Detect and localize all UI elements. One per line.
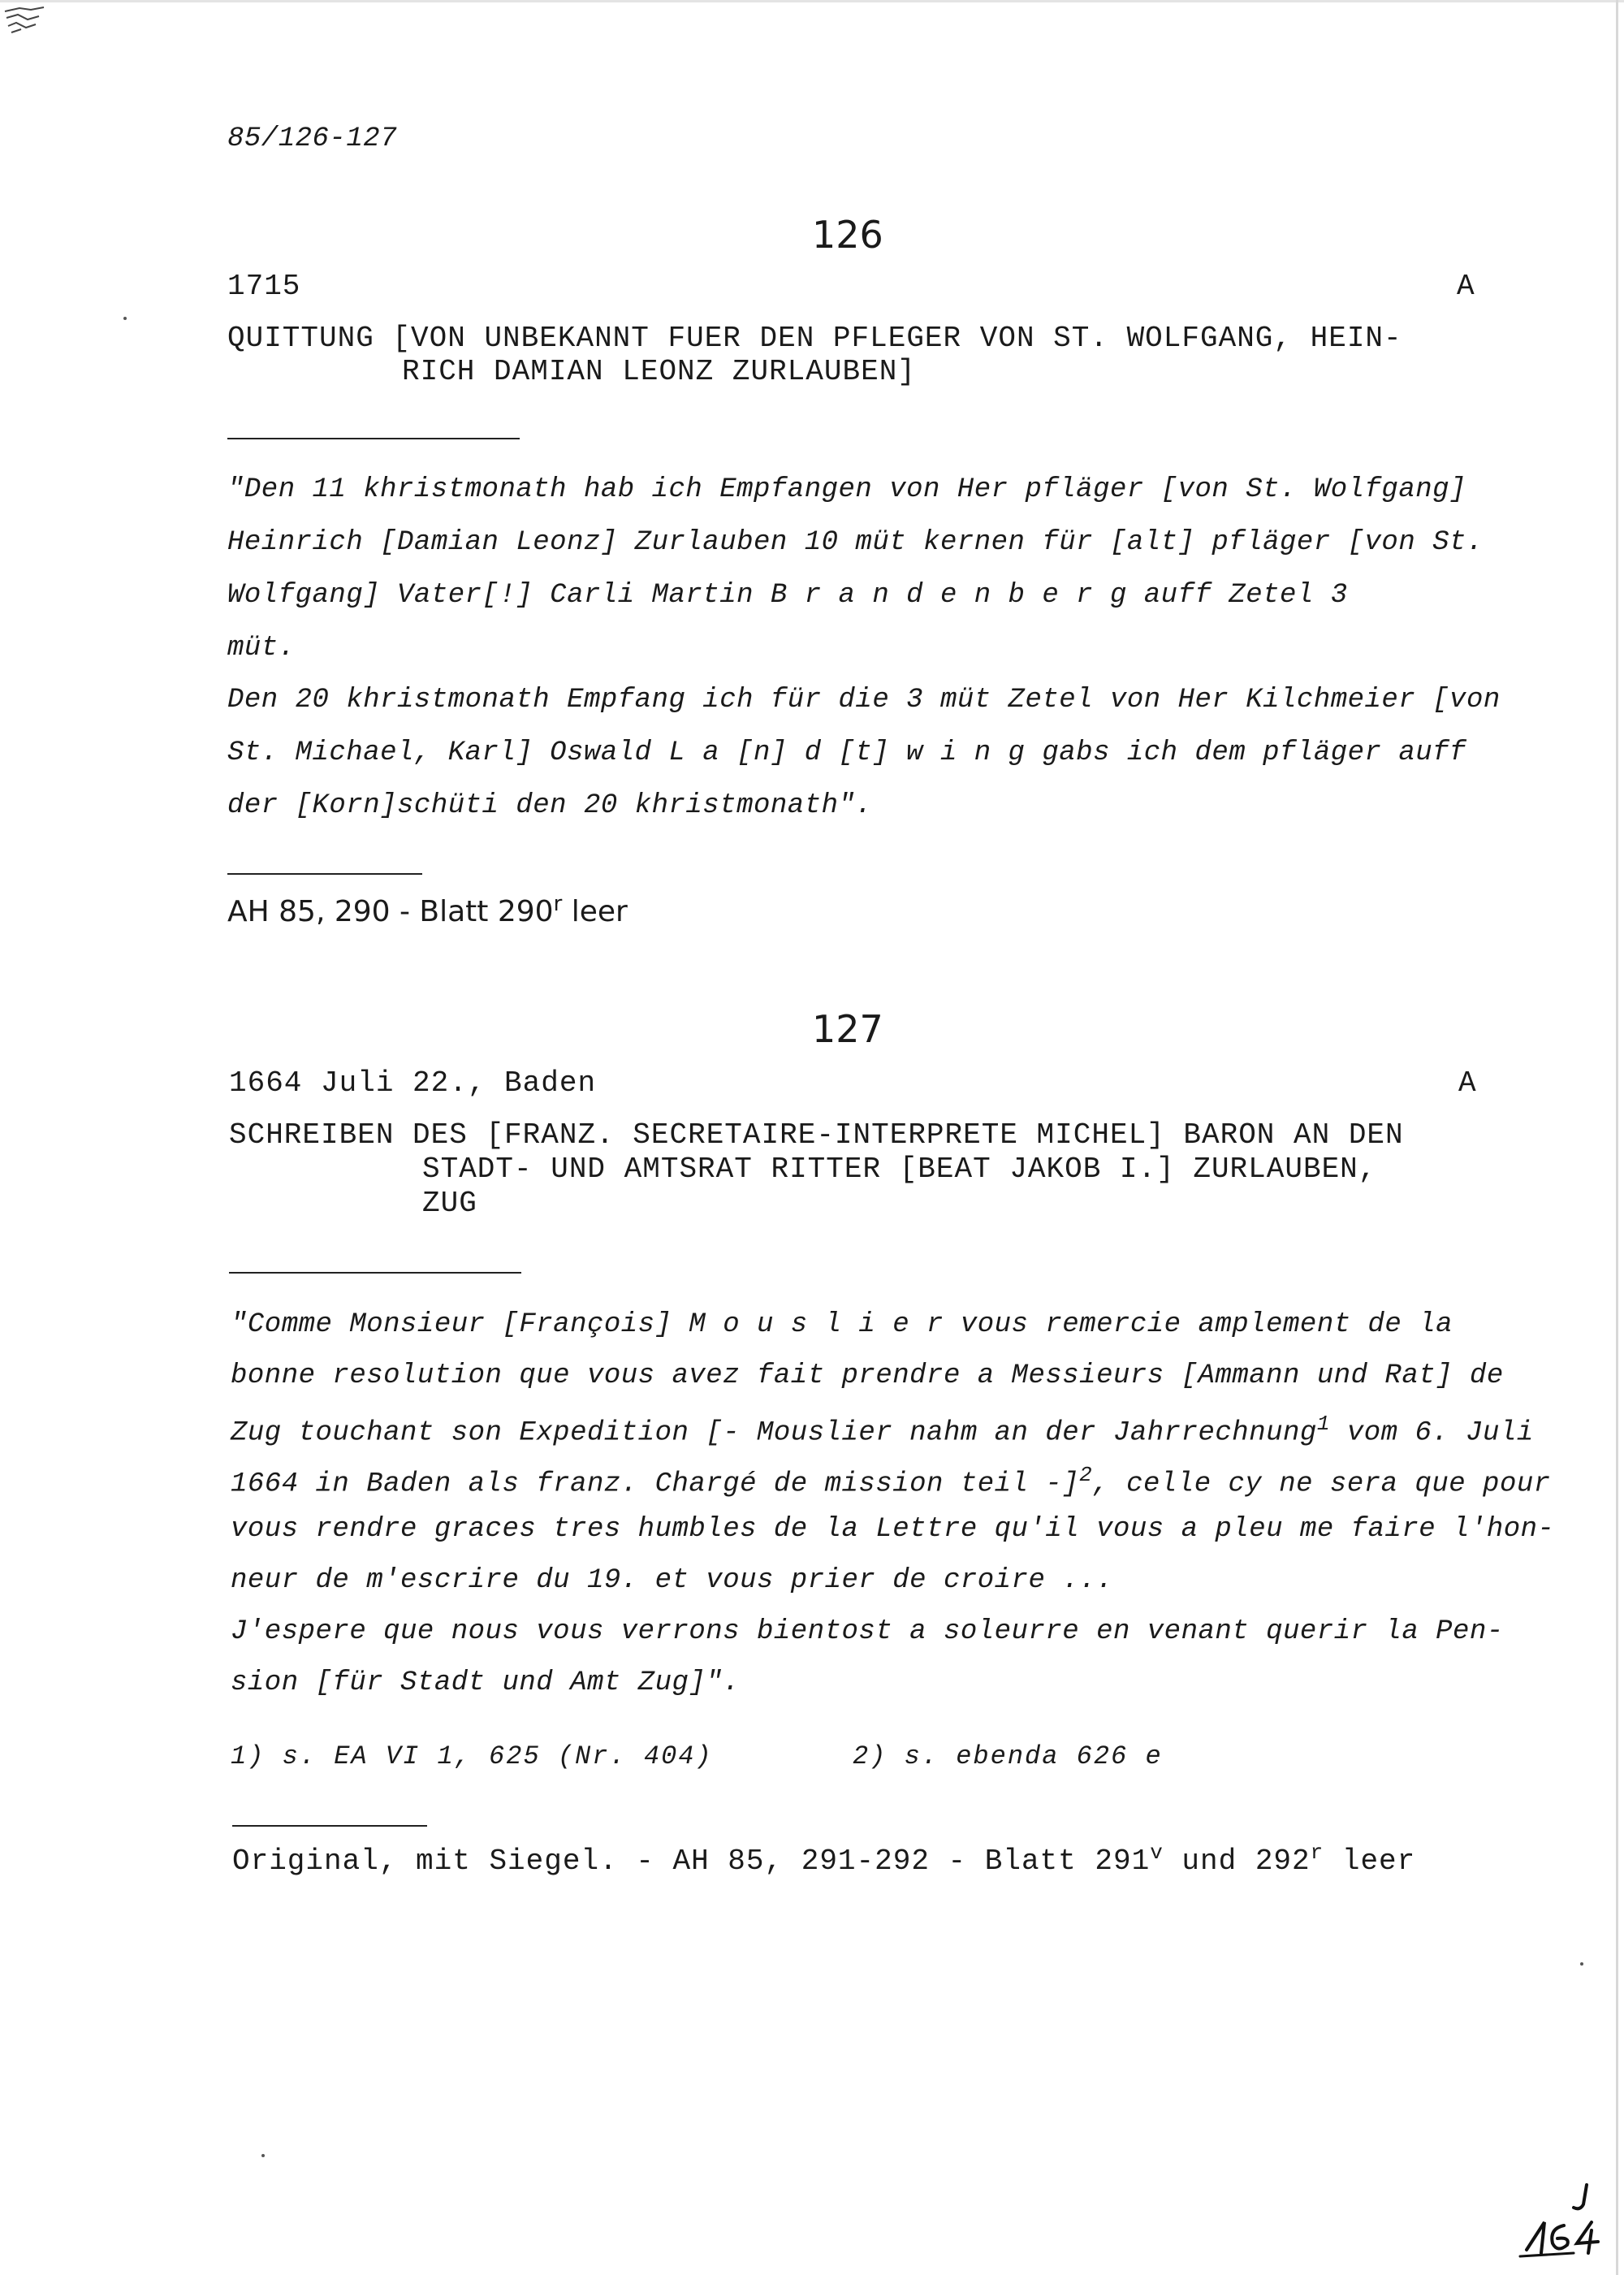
line-text: 1664 in Baden als franz. Chargé de mission teil -] [231, 1468, 1080, 1500]
transcription-line: Wolfgang] Vater[!] Carli Martin B r a n d e n b e r g auff Zetel 3 [227, 580, 1348, 611]
source-text: leer [1324, 1845, 1416, 1878]
section-rule [232, 1825, 427, 1827]
document-title-line: ZUG [422, 1187, 477, 1220]
transcription-line: "Den 11 khristmonath hab ich Empfangen von Her pfläger [von St. Wolfgang] [227, 474, 1466, 505]
transcription-line: Den 20 khristmonath Empfang ich für die 3 müt Zetel von Her Kilchmeier [von [227, 685, 1501, 716]
document-title-line: STADT- UND AMTSRAT RITTER [BEAT JAKOB I.] ZURLAUBEN, [422, 1153, 1377, 1186]
document-marker: A [1458, 1066, 1477, 1100]
transcription-line [231, 1463, 1551, 1499]
document-marker: A [1457, 270, 1475, 303]
scan-speck [1580, 1962, 1583, 1966]
footnote-ref: 1 [1316, 1412, 1330, 1436]
document-title-line: QUITTUNG [VON UNBEKANNT FUER DEN PFLEGER VON ST. WOLFGANG, HEIN- [227, 322, 1402, 355]
archive-reference: 85/126-127 [227, 123, 398, 154]
superscript: r [1310, 1840, 1324, 1865]
document-number-127: 127 [812, 1007, 883, 1051]
line-text: Zug touchant son Expedition [- Mouslier nahm an der Jahrrechnung [231, 1417, 1317, 1449]
footnote-1: 1) s. EA VI 1, 625 (Nr. 404) [231, 1741, 713, 1771]
scan-speck [123, 317, 127, 320]
superscript: v [1150, 1840, 1164, 1865]
transcription-line: J'espere que nous vous verrons bientost a soleurre en venant querir la Pen- [231, 1616, 1504, 1647]
document-date: 1715 [227, 270, 301, 303]
footnote-2: 2) s. ebenda 626 e [853, 1741, 1163, 1771]
document-title-line: RICH DAMIAN LEONZ ZURLAUBEN] [402, 355, 916, 388]
document-date: 1664 Juli 22., Baden [229, 1066, 597, 1100]
document-title-line: SCHREIBEN DES [FRANZ. SECRETAIRE-INTERPRETE MICHEL] BARON AN DEN [229, 1118, 1404, 1152]
superscript: r [553, 892, 563, 916]
transcription-line: "Comme Monsieur [François] M o u s l i e r vous remercie amplement de la [231, 1309, 1453, 1340]
line-text: , celle cy ne sera que pour [1092, 1468, 1551, 1500]
transcription-line [231, 1412, 1534, 1448]
scan-artifact-icon [3, 5, 52, 36]
source-text: Original, mit Siegel. - AH 85, 291-292 - Blatt 291 [232, 1845, 1151, 1878]
transcription-line: sion [für Stadt und Amt Zug]". [231, 1667, 741, 1698]
handwritten-folio-mark [1517, 2169, 1614, 2258]
source-note [232, 1840, 1415, 1878]
transcription-line: St. Michael, Karl] Oswald L a [n] d [t] w i n g gabs ich dem pfläger auff [227, 737, 1466, 768]
transcription-line: neur de m'escrire du 19. et vous prier de croire ... [231, 1565, 1113, 1596]
footnote-ref: 2 [1079, 1463, 1093, 1487]
section-rule [229, 1272, 521, 1274]
page-top-edge [0, 0, 1624, 2]
transcription-line: bonne resolution que vous avez fait prendre a Messieurs [Ammann und Rat] de [231, 1360, 1504, 1391]
section-rule [227, 873, 422, 875]
transcription-line: Heinrich [Damian Leonz] Zurlauben 10 müt kernen für [alt] pfläger [von St. [227, 527, 1484, 558]
document-number-126: 126 [812, 213, 883, 257]
scan-speck [261, 2154, 265, 2157]
source-note [227, 892, 628, 928]
source-text: AH 85, 290 - Blatt 290 [227, 895, 554, 928]
transcription-line: müt. [227, 633, 296, 664]
source-text: und 292 [1163, 1845, 1311, 1878]
line-text: vom 6. Juli [1329, 1417, 1534, 1449]
transcription-line: vous rendre graces tres humbles de la Lettre qu'il vous a pleu me faire l'hon- [231, 1514, 1555, 1545]
page-right-edge [1616, 0, 1618, 2275]
transcription-line: der [Korn]schüti den 20 khristmonath". [227, 790, 873, 821]
source-tail: leer [562, 895, 628, 928]
section-rule [227, 438, 520, 439]
